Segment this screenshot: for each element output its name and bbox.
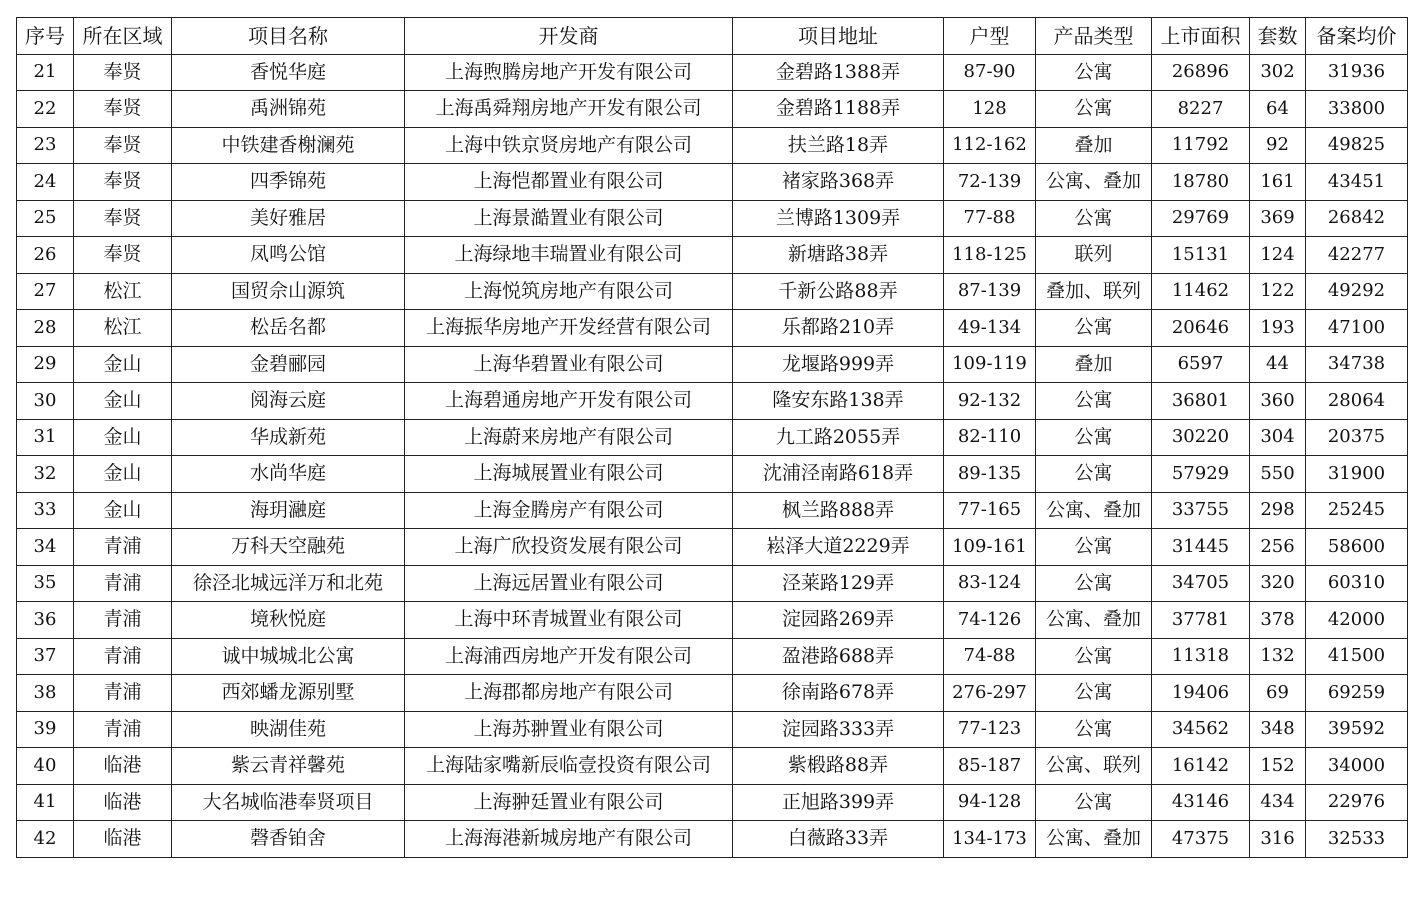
cell-product-type: 公寓 <box>1036 711 1152 748</box>
cell-avg-price: 31936 <box>1306 54 1408 91</box>
cell-unit-size: 77-88 <box>944 200 1036 237</box>
cell-product-type: 叠加、联列 <box>1036 273 1152 310</box>
cell-district: 青浦 <box>74 565 172 602</box>
cell-avg-price: 58600 <box>1306 529 1408 566</box>
cell-listed-area: 57929 <box>1152 456 1250 493</box>
cell-avg-price: 69259 <box>1306 675 1408 712</box>
cell-unit-count: 298 <box>1250 492 1306 529</box>
cell-product-type: 公寓、叠加 <box>1036 164 1152 201</box>
cell-developer: 上海远居置业有限公司 <box>405 565 733 602</box>
cell-product-type: 公寓 <box>1036 54 1152 91</box>
cell-unit-size: 77-165 <box>944 492 1036 529</box>
cell-project-name: 磬香铂舍 <box>172 821 405 858</box>
cell-developer: 上海华碧置业有限公司 <box>405 346 733 383</box>
cell-unit-count: 193 <box>1250 310 1306 347</box>
cell-listed-area: 34705 <box>1152 565 1250 602</box>
cell-address: 九工路2055弄 <box>733 419 944 456</box>
cell-developer: 上海绿地丰瑞置业有限公司 <box>405 237 733 274</box>
cell-product-type: 公寓 <box>1036 675 1152 712</box>
cell-unit-size: 77-123 <box>944 711 1036 748</box>
cell-avg-price: 49825 <box>1306 127 1408 164</box>
cell-index: 33 <box>17 492 74 529</box>
cell-address: 褚家路368弄 <box>733 164 944 201</box>
cell-avg-price: 20375 <box>1306 419 1408 456</box>
table-row <box>17 748 1408 785</box>
table-row <box>17 602 1408 639</box>
cell-product-type: 联列 <box>1036 237 1152 274</box>
col-header-avg-price: 备案均价 <box>1306 18 1408 55</box>
cell-project-name: 禹洲锦苑 <box>172 91 405 128</box>
cell-project-name: 四季锦苑 <box>172 164 405 201</box>
cell-listed-area: 37781 <box>1152 602 1250 639</box>
cell-address: 千新公路88弄 <box>733 273 944 310</box>
cell-address: 兰博路1309弄 <box>733 200 944 237</box>
cell-district: 青浦 <box>74 529 172 566</box>
cell-district: 临港 <box>74 784 172 821</box>
cell-developer: 上海陆家嘴新辰临壹投资有限公司 <box>405 748 733 785</box>
cell-listed-area: 18780 <box>1152 164 1250 201</box>
cell-address: 金碧路1188弄 <box>733 91 944 128</box>
cell-developer: 上海景澔置业有限公司 <box>405 200 733 237</box>
cell-district: 金山 <box>74 346 172 383</box>
cell-address: 正旭路399弄 <box>733 784 944 821</box>
cell-unit-count: 316 <box>1250 821 1306 858</box>
cell-district: 奉贤 <box>74 91 172 128</box>
cell-avg-price: 26842 <box>1306 200 1408 237</box>
cell-unit-count: 304 <box>1250 419 1306 456</box>
cell-developer: 上海广欣投资发展有限公司 <box>405 529 733 566</box>
cell-developer: 上海悦筑房地产有限公司 <box>405 273 733 310</box>
cell-project-name: 香悦华庭 <box>172 54 405 91</box>
cell-developer: 上海苏翀置业有限公司 <box>405 711 733 748</box>
cell-district: 松江 <box>74 273 172 310</box>
cell-avg-price: 32533 <box>1306 821 1408 858</box>
cell-avg-price: 34738 <box>1306 346 1408 383</box>
cell-developer: 上海海港新城房地产有限公司 <box>405 821 733 858</box>
cell-address: 枫兰路888弄 <box>733 492 944 529</box>
cell-listed-area: 30220 <box>1152 419 1250 456</box>
cell-unit-count: 348 <box>1250 711 1306 748</box>
cell-district: 青浦 <box>74 675 172 712</box>
cell-product-type: 公寓、联列 <box>1036 748 1152 785</box>
cell-avg-price: 41500 <box>1306 638 1408 675</box>
cell-project-name: 境秋悦庭 <box>172 602 405 639</box>
cell-listed-area: 33755 <box>1152 492 1250 529</box>
col-header-unit-size: 户型 <box>944 18 1036 55</box>
cell-listed-area: 6597 <box>1152 346 1250 383</box>
cell-product-type: 公寓、叠加 <box>1036 821 1152 858</box>
cell-district: 奉贤 <box>74 164 172 201</box>
cell-unit-count: 124 <box>1250 237 1306 274</box>
cell-developer: 上海翀廷置业有限公司 <box>405 784 733 821</box>
cell-unit-size: 74-126 <box>944 602 1036 639</box>
table-row <box>17 711 1408 748</box>
col-header-developer: 开发商 <box>405 18 733 55</box>
cell-unit-size: 128 <box>944 91 1036 128</box>
cell-index: 40 <box>17 748 74 785</box>
cell-unit-size: 92-132 <box>944 383 1036 420</box>
col-header-address: 项目地址 <box>733 18 944 55</box>
cell-project-name: 映湖佳苑 <box>172 711 405 748</box>
cell-index: 27 <box>17 273 74 310</box>
table-row <box>17 784 1408 821</box>
cell-address: 隆安东路138弄 <box>733 383 944 420</box>
table-row <box>17 127 1408 164</box>
cell-project-name: 中铁建香榭澜苑 <box>172 127 405 164</box>
cell-developer: 上海振华房地产开发经营有限公司 <box>405 310 733 347</box>
cell-product-type: 叠加 <box>1036 346 1152 383</box>
cell-district: 奉贤 <box>74 127 172 164</box>
cell-unit-count: 69 <box>1250 675 1306 712</box>
cell-unit-size: 109-161 <box>944 529 1036 566</box>
cell-project-name: 美好雅居 <box>172 200 405 237</box>
table-row <box>17 310 1408 347</box>
cell-avg-price: 25245 <box>1306 492 1408 529</box>
table-row <box>17 54 1408 91</box>
cell-unit-count: 256 <box>1250 529 1306 566</box>
col-header-listed-area: 上市面积 <box>1152 18 1250 55</box>
cell-product-type: 公寓 <box>1036 383 1152 420</box>
cell-listed-area: 47375 <box>1152 821 1250 858</box>
cell-unit-size: 85-187 <box>944 748 1036 785</box>
cell-address: 徐南路678弄 <box>733 675 944 712</box>
cell-product-type: 公寓 <box>1036 91 1152 128</box>
cell-address: 白薇路33弄 <box>733 821 944 858</box>
cell-district: 金山 <box>74 419 172 456</box>
table-row <box>17 91 1408 128</box>
cell-unit-count: 44 <box>1250 346 1306 383</box>
cell-avg-price: 42000 <box>1306 602 1408 639</box>
cell-project-name: 万科天空融苑 <box>172 529 405 566</box>
cell-unit-size: 118-125 <box>944 237 1036 274</box>
header-row <box>17 18 1408 55</box>
table-row <box>17 419 1408 456</box>
cell-product-type: 公寓、叠加 <box>1036 602 1152 639</box>
cell-address: 沈浦泾南路618弄 <box>733 456 944 493</box>
table-row <box>17 383 1408 420</box>
cell-district: 临港 <box>74 748 172 785</box>
table-row <box>17 638 1408 675</box>
cell-avg-price: 43451 <box>1306 164 1408 201</box>
cell-listed-area: 31445 <box>1152 529 1250 566</box>
cell-developer: 上海中铁京贤房地产有限公司 <box>405 127 733 164</box>
cell-unit-size: 72-139 <box>944 164 1036 201</box>
cell-project-name: 西郊蟠龙源别墅 <box>172 675 405 712</box>
cell-district: 松江 <box>74 310 172 347</box>
cell-project-name: 国贸佘山源筑 <box>172 273 405 310</box>
cell-developer: 上海蔚来房地产有限公司 <box>405 419 733 456</box>
cell-unit-size: 82-110 <box>944 419 1036 456</box>
cell-unit-count: 434 <box>1250 784 1306 821</box>
cell-listed-area: 19406 <box>1152 675 1250 712</box>
cell-district: 金山 <box>74 383 172 420</box>
cell-product-type: 公寓 <box>1036 784 1152 821</box>
cell-project-name: 阅海云庭 <box>172 383 405 420</box>
cell-project-name: 诚中城城北公寓 <box>172 638 405 675</box>
cell-unit-size: 134-173 <box>944 821 1036 858</box>
cell-product-type: 公寓 <box>1036 419 1152 456</box>
cell-product-type: 公寓 <box>1036 200 1152 237</box>
cell-unit-count: 122 <box>1250 273 1306 310</box>
cell-product-type: 公寓 <box>1036 310 1152 347</box>
table-row <box>17 821 1408 858</box>
col-header-district: 所在区域 <box>74 18 172 55</box>
cell-unit-count: 132 <box>1250 638 1306 675</box>
cell-index: 39 <box>17 711 74 748</box>
cell-project-name: 华成新苑 <box>172 419 405 456</box>
cell-project-name: 徐泾北城远洋万和北苑 <box>172 565 405 602</box>
cell-index: 37 <box>17 638 74 675</box>
cell-listed-area: 8227 <box>1152 91 1250 128</box>
cell-index: 28 <box>17 310 74 347</box>
cell-product-type: 公寓 <box>1036 565 1152 602</box>
cell-avg-price: 39592 <box>1306 711 1408 748</box>
cell-developer: 上海中环青城置业有限公司 <box>405 602 733 639</box>
cell-index: 34 <box>17 529 74 566</box>
cell-unit-count: 64 <box>1250 91 1306 128</box>
cell-unit-count: 378 <box>1250 602 1306 639</box>
cell-index: 35 <box>17 565 74 602</box>
cell-avg-price: 34000 <box>1306 748 1408 785</box>
cell-address: 新塘路38弄 <box>733 237 944 274</box>
cell-unit-size: 87-139 <box>944 273 1036 310</box>
cell-district: 奉贤 <box>74 54 172 91</box>
table-row <box>17 237 1408 274</box>
cell-index: 21 <box>17 54 74 91</box>
cell-product-type: 叠加 <box>1036 127 1152 164</box>
cell-listed-area: 11318 <box>1152 638 1250 675</box>
table-row <box>17 529 1408 566</box>
cell-unit-size: 112-162 <box>944 127 1036 164</box>
cell-project-name: 大名城临港奉贤项目 <box>172 784 405 821</box>
cell-index: 29 <box>17 346 74 383</box>
cell-avg-price: 60310 <box>1306 565 1408 602</box>
cell-district: 奉贤 <box>74 237 172 274</box>
cell-index: 25 <box>17 200 74 237</box>
cell-product-type: 公寓 <box>1036 638 1152 675</box>
cell-avg-price: 33800 <box>1306 91 1408 128</box>
cell-listed-area: 34562 <box>1152 711 1250 748</box>
cell-unit-count: 369 <box>1250 200 1306 237</box>
table-row <box>17 456 1408 493</box>
cell-listed-area: 43146 <box>1152 784 1250 821</box>
cell-developer: 上海金腾房产有限公司 <box>405 492 733 529</box>
cell-avg-price: 42277 <box>1306 237 1408 274</box>
cell-project-name: 松岳名都 <box>172 310 405 347</box>
cell-address: 淀园路333弄 <box>733 711 944 748</box>
cell-address: 盈港路688弄 <box>733 638 944 675</box>
cell-project-name: 紫云青祥馨苑 <box>172 748 405 785</box>
cell-unit-size: 276-297 <box>944 675 1036 712</box>
cell-listed-area: 11462 <box>1152 273 1250 310</box>
table-row <box>17 675 1408 712</box>
cell-developer: 上海城展置业有限公司 <box>405 456 733 493</box>
table-row <box>17 346 1408 383</box>
cell-address: 崧泽大道2229弄 <box>733 529 944 566</box>
cell-project-name: 水尚华庭 <box>172 456 405 493</box>
cell-listed-area: 26896 <box>1152 54 1250 91</box>
col-header-index: 序号 <box>17 18 74 55</box>
cell-index: 41 <box>17 784 74 821</box>
cell-address: 扶兰路18弄 <box>733 127 944 164</box>
cell-index: 31 <box>17 419 74 456</box>
table-row <box>17 492 1408 529</box>
cell-district: 金山 <box>74 492 172 529</box>
cell-product-type: 公寓 <box>1036 529 1152 566</box>
cell-index: 23 <box>17 127 74 164</box>
cell-unit-size: 74-88 <box>944 638 1036 675</box>
table-row <box>17 273 1408 310</box>
table-row <box>17 200 1408 237</box>
cell-developer: 上海禹舜翔房地产开发有限公司 <box>405 91 733 128</box>
project-filing-table <box>16 17 1408 858</box>
cell-listed-area: 15131 <box>1152 237 1250 274</box>
cell-address: 龙堰路999弄 <box>733 346 944 383</box>
cell-developer: 上海浦西房地产开发有限公司 <box>405 638 733 675</box>
cell-unit-count: 320 <box>1250 565 1306 602</box>
cell-listed-area: 16142 <box>1152 748 1250 785</box>
cell-district: 青浦 <box>74 711 172 748</box>
cell-listed-area: 36801 <box>1152 383 1250 420</box>
cell-address: 泾莱路129弄 <box>733 565 944 602</box>
cell-index: 36 <box>17 602 74 639</box>
col-header-project-name: 项目名称 <box>172 18 405 55</box>
cell-avg-price: 47100 <box>1306 310 1408 347</box>
cell-listed-area: 20646 <box>1152 310 1250 347</box>
cell-district: 青浦 <box>74 638 172 675</box>
cell-unit-size: 94-128 <box>944 784 1036 821</box>
cell-unit-size: 83-124 <box>944 565 1036 602</box>
cell-listed-area: 29769 <box>1152 200 1250 237</box>
cell-avg-price: 31900 <box>1306 456 1408 493</box>
cell-unit-count: 152 <box>1250 748 1306 785</box>
cell-project-name: 金碧郦园 <box>172 346 405 383</box>
cell-unit-size: 49-134 <box>944 310 1036 347</box>
cell-district: 金山 <box>74 456 172 493</box>
table-row <box>17 164 1408 201</box>
cell-product-type: 公寓 <box>1036 456 1152 493</box>
table-row <box>17 565 1408 602</box>
cell-unit-count: 360 <box>1250 383 1306 420</box>
cell-index: 24 <box>17 164 74 201</box>
cell-index: 42 <box>17 821 74 858</box>
cell-index: 38 <box>17 675 74 712</box>
cell-unit-count: 550 <box>1250 456 1306 493</box>
cell-unit-size: 89-135 <box>944 456 1036 493</box>
cell-project-name: 海玥瀜庭 <box>172 492 405 529</box>
cell-developer: 上海碧通房地产开发有限公司 <box>405 383 733 420</box>
cell-unit-size: 87-90 <box>944 54 1036 91</box>
cell-project-name: 凤鸣公馆 <box>172 237 405 274</box>
cell-developer: 上海煦腾房地产开发有限公司 <box>405 54 733 91</box>
cell-unit-count: 161 <box>1250 164 1306 201</box>
cell-district: 临港 <box>74 821 172 858</box>
cell-index: 22 <box>17 91 74 128</box>
cell-avg-price: 28064 <box>1306 383 1408 420</box>
cell-unit-size: 109-119 <box>944 346 1036 383</box>
cell-district: 奉贤 <box>74 200 172 237</box>
cell-index: 32 <box>17 456 74 493</box>
col-header-unit-count: 套数 <box>1250 18 1306 55</box>
cell-district: 青浦 <box>74 602 172 639</box>
cell-address: 乐都路210弄 <box>733 310 944 347</box>
cell-avg-price: 49292 <box>1306 273 1408 310</box>
cell-address: 金碧路1388弄 <box>733 54 944 91</box>
cell-unit-count: 302 <box>1250 54 1306 91</box>
cell-developer: 上海恺都置业有限公司 <box>405 164 733 201</box>
cell-listed-area: 11792 <box>1152 127 1250 164</box>
cell-developer: 上海郡都房地产有限公司 <box>405 675 733 712</box>
table-body <box>17 54 1408 857</box>
col-header-product-type: 产品类型 <box>1036 18 1152 55</box>
cell-index: 30 <box>17 383 74 420</box>
cell-product-type: 公寓、叠加 <box>1036 492 1152 529</box>
cell-index: 26 <box>17 237 74 274</box>
cell-avg-price: 22976 <box>1306 784 1408 821</box>
cell-address: 淀园路269弄 <box>733 602 944 639</box>
cell-address: 紫椴路88弄 <box>733 748 944 785</box>
cell-unit-count: 92 <box>1250 127 1306 164</box>
